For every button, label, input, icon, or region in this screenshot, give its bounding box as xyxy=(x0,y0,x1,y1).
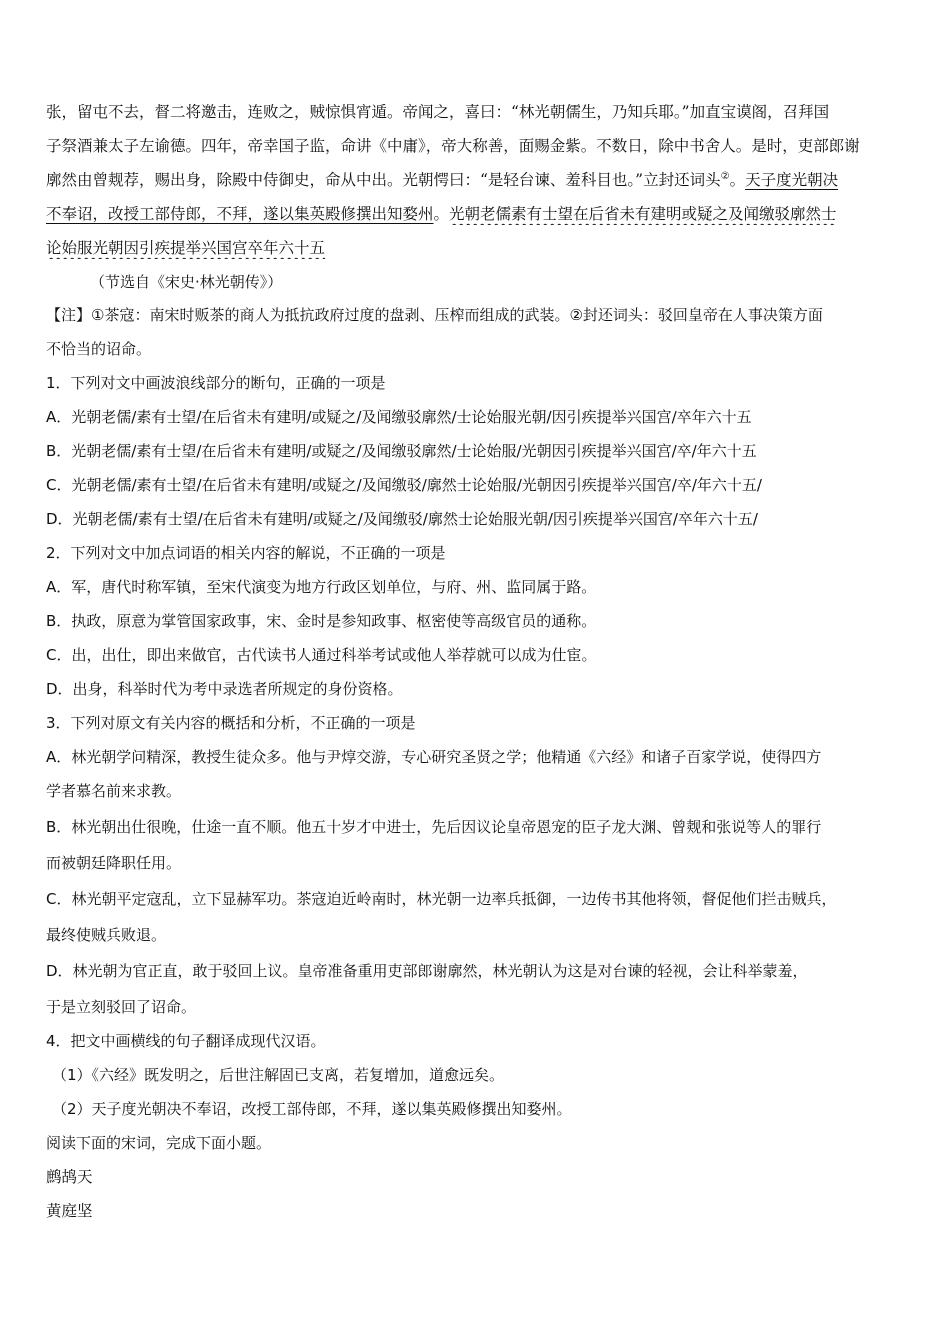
passage-text: 。 xyxy=(729,171,746,189)
question-4-sentence-1: （1）《六经》既发明之，后世注解固已支离，若复增加，道愈远矣。 xyxy=(52,1066,505,1084)
question-2-option-d: D．出身，科举时代为考中录选者所规定的身份资格。 xyxy=(46,680,403,698)
poem-author: 黄庭坚 xyxy=(46,1202,93,1220)
question-3-option-a-line-1: A．林光朝学问精深，教授生徒众多。他与尹焞交游，专心研究圣贤之学；他精通《六经》和诸子百家学说，使得四方 xyxy=(46,748,822,766)
passage-line-2 xyxy=(46,135,910,157)
wavy-underlined-text: 光朝老儒素有士望在后省未有建明或疑之及闻缴驳廓然士 xyxy=(449,205,837,223)
underlined-sentence: 天子度光朝决 xyxy=(745,171,839,189)
passage-text: 张，留屯不去，督二将邀击，连败之，贼惊惧宵遁。帝闻之，喜曰：“林光朝儒生，乃知兵耶。”加直宝谟阁，召拜国 xyxy=(46,103,830,121)
notes-line-2: 不恰当的诏命。 xyxy=(46,340,152,358)
wavy-underlined-text: 论始服光朝因引疾提举兴国宫卒年六十五 xyxy=(46,239,326,257)
passage-line-5 xyxy=(46,237,910,259)
question-1-option-d: D．光朝老儒/素有士望/在后省未有建明/或疑之/及闻缴驳/廓然士论始服光朝/因引疾提举兴国宫/卒年六十五/ xyxy=(46,510,758,528)
question-3-option-a-line-2: 学者慕名前来求教。 xyxy=(46,782,182,800)
passage-text: 廓然由曾觌荐，赐出身，除殿中侍御史，命从中出。光朝愕曰：“是轻台谏、羞科目也。”立封还词头 xyxy=(46,171,721,189)
question-2-option-b: B．执政，原意为掌管国家政事，宋、金时是参知政事、枢密使等高级官员的通称。 xyxy=(46,612,597,630)
question-4-sentence-2: （2）天子度光朝决不奉诏，改授工部侍郎，不拜，遂以集英殿修撰出知婺州。 xyxy=(52,1100,572,1118)
passage-line-4 xyxy=(46,203,910,225)
question-3-option-c-line-1: C．林光朝平定寇乱，立下显赫军功。茶寇迫近岭南时，林光朝一边率兵抵御，一边传书其他将领，督促他们拦击贼兵， xyxy=(46,890,837,908)
notes-line-1: 【注】①茶寇：南宋时贩茶的商人为抵抗政府过度的盘剥、压榨而组成的武装。②封还词头：驳回皇帝在人事决策方面 xyxy=(46,306,823,324)
question-2-option-c: C．出，出仕，即出来做官，古代读书人通过科举考试或他人举荐就可以成为仕宦。 xyxy=(46,646,597,664)
question-1-option-c: C．光朝老儒/素有士望/在后省未有建明/或疑之/及闻缴驳/廓然士论始服/光朝因引疾提举兴国宫/卒/年六十五/ xyxy=(46,476,762,494)
passage-text: 子祭酒兼太子左谕德。四年，帝幸国子监，命讲《中庸》，帝大称善，面赐金紫。不数日，除中书舍人。是时，吏部郎谢 xyxy=(46,137,860,155)
passage-line-3 xyxy=(46,169,910,191)
question-1-option-a: A．光朝老儒/素有士望/在后省未有建明/或疑之/及闻缴驳廓然/士论始服光朝/因引疾提举兴国宫/卒年六十五 xyxy=(46,408,752,426)
question-3-stem: 3．下列对原文有关内容的概括和分析，不正确的一项是 xyxy=(46,714,416,732)
question-1-stem: 1．下列对文中画波浪线部分的断句，正确的一项是 xyxy=(46,374,386,392)
question-4-stem: 4．把文中画横线的句子翻译成现代汉语。 xyxy=(46,1032,326,1050)
question-2-stem: 2．下列对文中加点词语的相关内容的解说，不正确的一项是 xyxy=(46,544,446,562)
question-3-option-c-line-2: 最终使贼兵败退。 xyxy=(46,926,167,944)
passage-text: 。 xyxy=(433,205,450,223)
question-2-option-a: A．军，唐代时称军镇，至宋代演变为地方行政区划单位，与府、州、监同属于路。 xyxy=(46,578,597,596)
passage-line-1 xyxy=(46,101,910,123)
underlined-sentence: 不奉诏，改授工部侍郎，不拜，遂以集英殿修撰出知婺州 xyxy=(46,205,434,223)
question-1-option-b: B．光朝老儒/素有士望/在后省未有建明/或疑之/及闻缴驳廓然/士论始服/光朝因引疾提举兴国宫/卒/年六十五 xyxy=(46,442,757,460)
source-citation: （节选自《宋史·林光朝传》） xyxy=(90,273,283,291)
poem-title: 鹧鸪天 xyxy=(46,1168,93,1186)
poem-intro: 阅读下面的宋词，完成下面小题。 xyxy=(46,1134,272,1152)
question-3-option-b-line-2: 而被朝廷降职任用。 xyxy=(46,854,182,872)
footnote-marker: ② xyxy=(720,170,730,182)
question-3-option-d-line-2: 于是立刻驳回了诏命。 xyxy=(46,998,197,1016)
question-3-option-d-line-1: D．林光朝为官正直，敢于驳回上议。皇帝准备重用吏部郎谢廓然，林光朝认为这是对台谏的轻视，会让科举蒙羞， xyxy=(46,962,808,980)
question-3-option-b-line-1: B．林光朝出仕很晚，仕途一直不顺。他五十岁才中进士，先后因议论皇帝恩宠的臣子龙大渊、曾觌和张说等人的罪行 xyxy=(46,818,822,836)
